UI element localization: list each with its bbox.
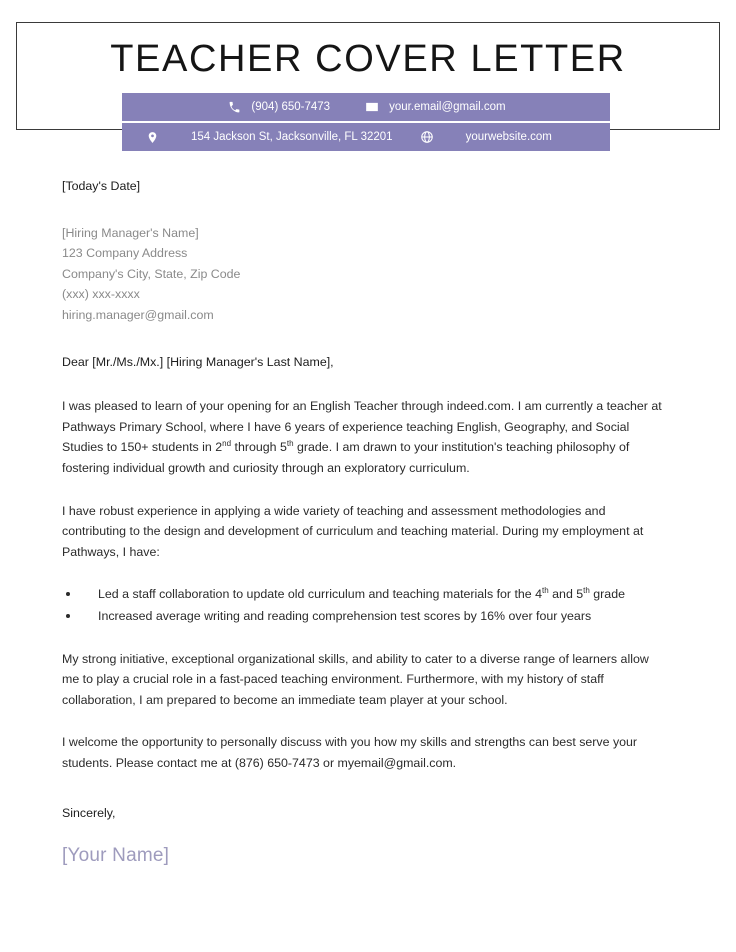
paragraph-1-segment-3: grade. I am drawn to your institution's teaching philosophy of fostering individual growth and curiosity through an exploratory curriculum.: [62, 440, 630, 475]
contact-website-value: yourwebsite.com: [465, 131, 552, 143]
paragraph-1-ordinal-2: th: [286, 439, 294, 449]
bullet-1-segment-2: and 5: [548, 587, 584, 602]
bullet-1-ordinal-2: th: [583, 586, 590, 596]
date-line: [Today's Date]: [62, 179, 141, 193]
contact-email[interactable]: [364, 99, 506, 115]
recipient-block: [62, 223, 668, 326]
achievements-list: [62, 584, 668, 626]
contact-row-secondary: [122, 123, 610, 151]
closing-line: Sincerely,: [62, 806, 116, 821]
recipient-name: [Hiring Manager's Name]: [62, 225, 199, 240]
paragraph-1-segment-1: I was pleased to learn of your opening for an English Teacher through indeed.com. I am currently a teacher at Pathways Primary School, where I have 6 years of experience teaching English, Geography, and Social Studies to 150+ students in 2: [62, 399, 662, 455]
salutation-line: Dear [Mr./Ms./Mx.] [Hiring Manager's Last Name],: [62, 354, 334, 369]
recipient-email: hiring.manager@gmail.com: [62, 307, 214, 322]
letter-header: [0, 0, 736, 160]
bullet-1-segment-3: grade: [589, 587, 625, 602]
contact-address-value: 154 Jackson St, Jacksonville, FL 32201: [191, 131, 393, 143]
bullet-1-segment-1: Led a staff collaboration to update old curriculum and teaching materials for the 4: [98, 587, 543, 602]
recipient-phone: (xxx) xxx-xxxx: [62, 287, 140, 302]
list-item: [62, 584, 668, 605]
list-item: Increased average writing and reading comprehension test scores by 16% over four years: [62, 606, 668, 627]
contact-website[interactable]: [419, 129, 552, 145]
envelope-icon: [364, 99, 380, 115]
signature-name: [Your Name]: [62, 845, 170, 867]
globe-icon: [419, 129, 435, 145]
page-title: TEACHER COVER LETTER: [110, 38, 626, 80]
body-paragraph-4: I welcome the opportunity to personally discuss with you how my skills and strengths can best serve your students. Please contact me at (876) 650-7473 or myemail@gmail.com.: [62, 735, 638, 770]
contact-email-value: your.email@gmail.com: [389, 101, 506, 113]
contact-phone[interactable]: [226, 99, 330, 115]
letter-content: [62, 176, 668, 867]
bullet-1-ordinal-1: th: [542, 586, 549, 596]
paragraph-1-ordinal-1: nd: [222, 439, 232, 449]
phone-icon: [226, 99, 242, 115]
contact-phone-value: (904) 650-7473: [251, 101, 331, 113]
contact-row-primary: [122, 93, 610, 121]
contact-bar: [122, 93, 610, 151]
recipient-address: 123 Company Address: [62, 246, 188, 261]
body-paragraph-2: I have robust experience in applying a wide variety of teaching and assessment methodologies and contributing to the design and development of curriculum and teaching material. During my employment at Pathways, I have:: [62, 503, 644, 559]
recipient-city-state-zip: Company's City, State, Zip Code: [62, 266, 241, 281]
body-paragraph-3: My strong initiative, exceptional organizational skills, and ability to cater to a diverse range of learners allow me to play a crucial role in a fast-paced teaching environment. Furthermore, with my history of staff collaboration, I am prepared to become an immediate team player at your school.: [62, 651, 649, 707]
body-paragraph-1: [62, 396, 668, 478]
contact-address[interactable]: [144, 129, 393, 145]
map-pin-icon: [144, 129, 160, 145]
paragraph-1-segment-2: through 5: [231, 440, 287, 455]
